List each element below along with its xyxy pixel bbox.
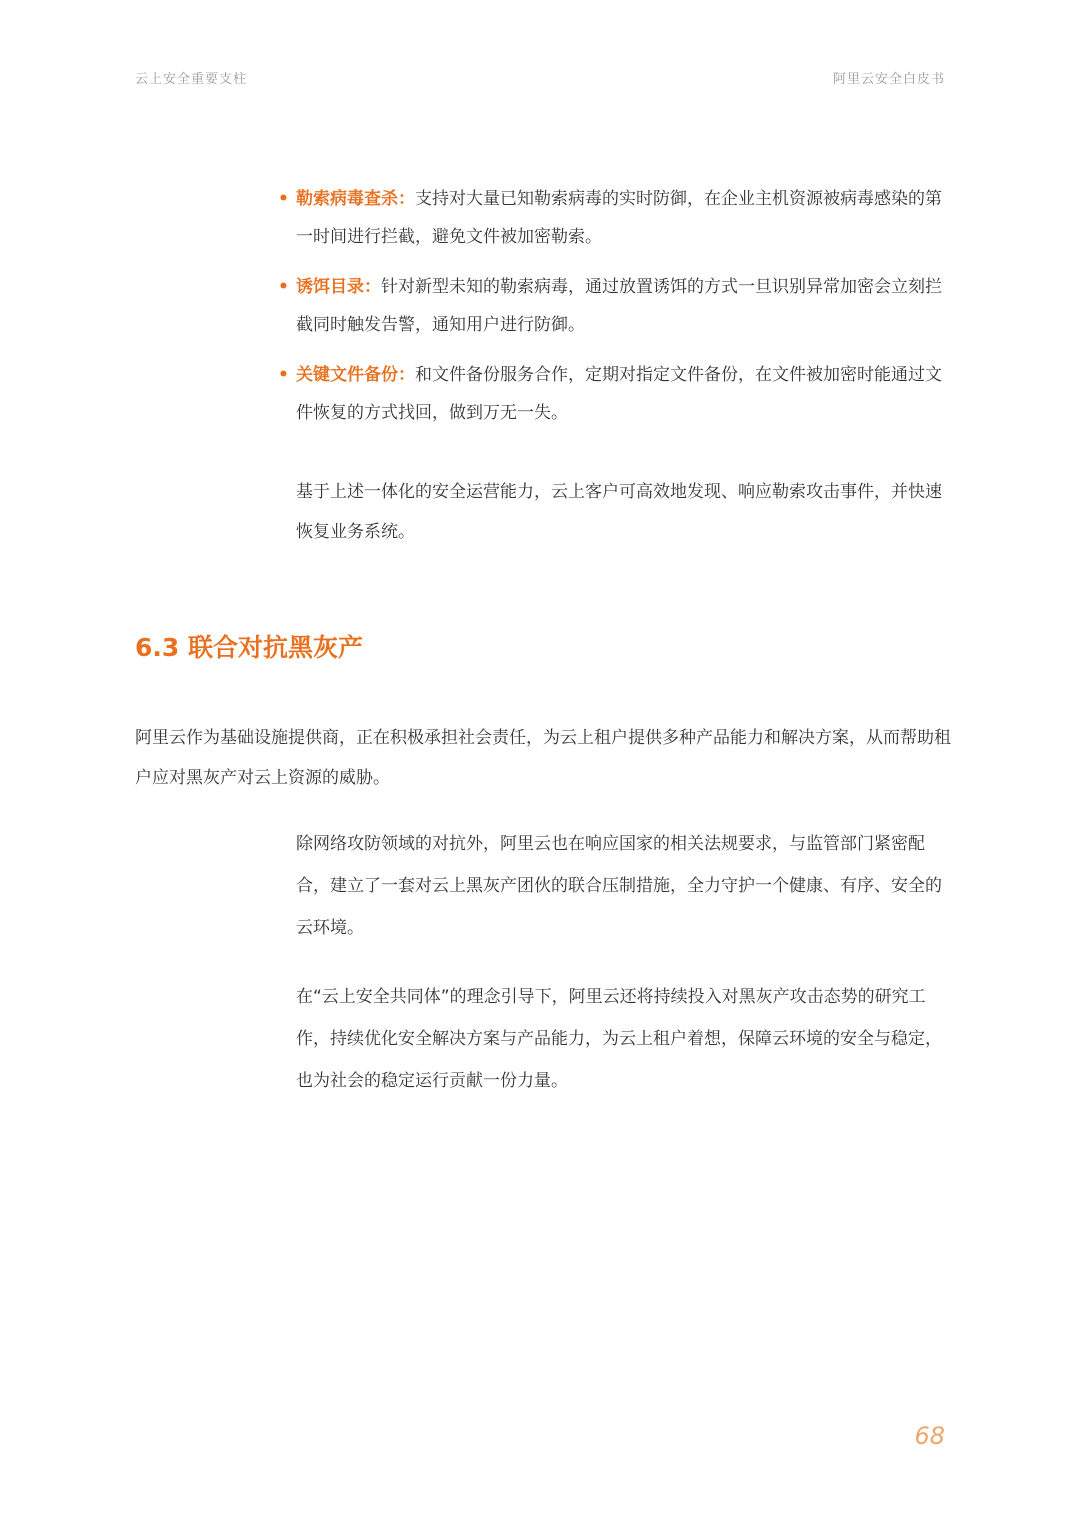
- bullet-item-decoy-directory: [278, 268, 958, 344]
- header-section-title: 云上安全重要支柱: [135, 72, 248, 87]
- bullet-text: 支持对大量已知勒索病毒的实时防御，在企业主机资源被病毒感染的第一时间进行拦截，避免文件被加密勒索。: [296, 189, 942, 247]
- section-body-paragraph: 除网络攻防领域的对抗外，阿里云也在响应国家的相关法规要求，与监管部门紧密配合，建立了一套对云上黑灰产团伙的联合压制措施，全力守护一个健康、有序、安全的云环境。: [296, 834, 942, 938]
- bullet-term: 关键文件备份：: [296, 365, 415, 385]
- bullet-dot-icon: •: [278, 189, 289, 209]
- page-number: 68: [914, 1422, 945, 1450]
- bullet-term: 诱饵目录：: [296, 277, 381, 297]
- bullet-dot-icon: •: [278, 277, 289, 297]
- summary-paragraph: 基于上述一体化的安全运营能力，云上客户可高效地发现、响应勒索攻击事件，并快速恢复业务系统。: [296, 482, 942, 542]
- bullet-item-ransomware-scan: [278, 180, 958, 256]
- page-header: [135, 68, 945, 92]
- section-intro-paragraph: 阿里云作为基础设施提供商，正在积极承担社会责任，为云上租户提供多种产品能力和解决方案，从而帮助租户应对黑灰产对云上资源的威胁。: [135, 728, 951, 788]
- section-body-paragraph: 在“云上安全共同体”的理念引导下，阿里云还将持续投入对黑灰产攻击态势的研究工作，持续优化安全解决方案与产品能力，为云上租户着想，保障云环境的安全与稳定，也为社会的稳定运行贡献一份力量。: [296, 987, 942, 1091]
- bullet-dot-icon: •: [278, 365, 289, 385]
- section-heading: 6.3 联合对抗黑灰产: [135, 633, 363, 662]
- bullet-text: 针对新型未知的勒索病毒，通过放置诱饵的方式一旦识别异常加密会立刻拦截同时触发告警，通知用户进行防御。: [296, 277, 942, 335]
- feature-bullet-list: [278, 180, 958, 444]
- bullet-text: 和文件备份服务合作，定期对指定文件备份，在文件被加密时能通过文件恢复的方式找回，做到万无一失。: [296, 365, 942, 423]
- bullet-item-key-file-backup: [278, 356, 958, 432]
- header-document-title: 阿里云安全白皮书: [832, 72, 945, 87]
- bullet-term: 勒索病毒查杀：: [296, 189, 415, 209]
